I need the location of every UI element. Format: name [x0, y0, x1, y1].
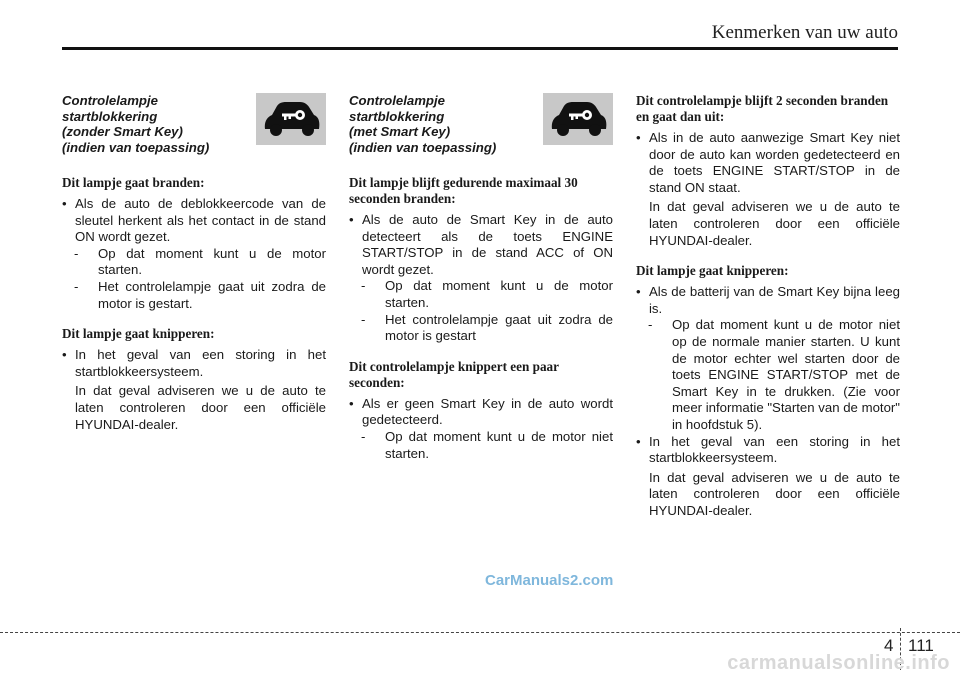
- header-rule: [62, 47, 898, 50]
- bullet-mark: •: [62, 196, 67, 211]
- dash-item: [361, 429, 613, 462]
- section-title-block: [349, 93, 613, 159]
- bullet-text: In het geval van een storing in het startblokkeersysteem.: [75, 347, 326, 379]
- indented-paragraph: In dat geval adviseren we u de auto te laten controleren door een officiële HYUNDAI-dealer.: [649, 469, 900, 518]
- bullet-text: Als de batterij van de Smart Key bijna leeg is.: [649, 284, 900, 316]
- bullet-mark: •: [636, 130, 641, 145]
- bullet-text: Als in de auto aanwezige Smart Key niet door de auto kan worden gedetecteerd en de toets ENGINE START/STOP in de stand ON staat.: [649, 130, 900, 195]
- immobilizer-key-car-icon: [256, 93, 326, 145]
- indented-paragraph: In dat geval adviseren we u de auto te laten controleren door een officiële HYUNDAI-dealer.: [649, 199, 900, 248]
- bullet-text: Als de auto de Smart Key in de auto detecteert als de toets ENGINE START/STOP in de stand ACC of ON wordt gezet.: [362, 212, 613, 277]
- footer-rule: [0, 632, 960, 633]
- chapter-number: 4: [884, 636, 894, 655]
- subheading: Dit controlelampje knippert een paar seconden:: [349, 358, 559, 390]
- bullet-mark: •: [62, 347, 67, 363]
- dash-item: [361, 312, 613, 345]
- dash-text: Op dat moment kunt u de motor starten.: [98, 245, 326, 278]
- subheading: Dit lampje gaat branden:: [62, 175, 205, 190]
- bullet-text: Als er geen Smart Key in de auto wordt gedetecteerd.: [362, 395, 613, 428]
- section-title: [62, 93, 237, 155]
- immobilizer-key-car-icon: [543, 93, 613, 145]
- dash-text: Het controlelampje gaat uit zodra de motor is gestart.: [98, 278, 326, 311]
- watermark: CarManuals2.com: [485, 572, 614, 589]
- indented-paragraph: In dat geval adviseren we u de auto te laten controleren door een officiële HYUNDAI-dealer.: [75, 383, 326, 432]
- site-watermark: carmanualsonline.info: [727, 652, 950, 674]
- bullet-item: [636, 284, 900, 317]
- section-title-block: [62, 93, 326, 159]
- running-header: Kenmerken van uw auto: [711, 22, 898, 43]
- dash-item: [648, 317, 900, 433]
- bullet-item: [62, 196, 326, 246]
- dash-mark: -: [648, 317, 653, 333]
- section-title-line: Controlelampje: [62, 93, 158, 108]
- dash-mark: -: [74, 245, 79, 261]
- section-title-line: (indien van toepassing): [349, 139, 497, 155]
- dash-text: Op dat moment kunt u de motor niet op de normale manier starten. U kunt de motor echter wel starten door de toets ENGINE START/STOP met de Smart Key in te drukken. (Zie voor meer informatie "Starten van de motor" in hoofdstuk 5).: [672, 317, 900, 432]
- column-without-smart-key: [62, 93, 326, 433]
- bullet-item: [349, 212, 613, 278]
- dash-mark: -: [361, 311, 366, 327]
- dash-item: [74, 279, 326, 312]
- dash-mark: -: [361, 428, 366, 444]
- subheading: Dit lampje gaat knipperen:: [636, 263, 789, 279]
- bullet-item: [62, 347, 326, 380]
- dash-item: [361, 278, 613, 311]
- column-continuation: [636, 93, 900, 519]
- section-title-line: startblokkering: [349, 108, 445, 124]
- page-number: 111: [908, 636, 934, 655]
- subheading: Dit lampje gaat knipperen:: [62, 326, 215, 342]
- bullet-item: [349, 396, 613, 429]
- bullet-mark: •: [349, 395, 354, 411]
- dash-mark: -: [74, 278, 79, 294]
- bullet-text: In het geval van een storing in het startblokkeersysteem.: [649, 433, 900, 466]
- dash-mark: -: [361, 278, 366, 294]
- section-title-line: (zonder Smart Key): [62, 124, 183, 139]
- subheading: Dit lampje blijft gedurende maximaal 30 seconden branden:: [349, 175, 578, 206]
- bullet-mark: •: [636, 284, 641, 300]
- bullet-text: Als de auto de deblokkeercode van de sleutel herkent als het contact in de stand ON wordt gezet.: [75, 196, 326, 245]
- bullet-mark: •: [636, 433, 641, 449]
- dash-item: [74, 246, 326, 279]
- section-title-line: startblokkering: [62, 108, 158, 124]
- section-title: [349, 93, 524, 155]
- section-title-line: (indien van toepassing): [62, 139, 210, 155]
- section-title-line: (met Smart Key): [349, 124, 451, 139]
- dash-text: Op dat moment kunt u de motor starten.: [385, 278, 613, 310]
- column-with-smart-key: [349, 93, 613, 462]
- bullet-item: [636, 434, 900, 467]
- dash-text: Het controlelampje gaat uit zodra de motor is gestart: [385, 311, 613, 344]
- subheading: Dit controlelampje blijft 2 seconden branden en gaat dan uit:: [636, 93, 889, 124]
- bullet-mark: •: [349, 212, 354, 227]
- bullet-item: [636, 130, 900, 196]
- section-title-line: Controlelampje: [349, 93, 445, 108]
- dash-text: Op dat moment kunt u de motor niet starten.: [385, 428, 613, 461]
